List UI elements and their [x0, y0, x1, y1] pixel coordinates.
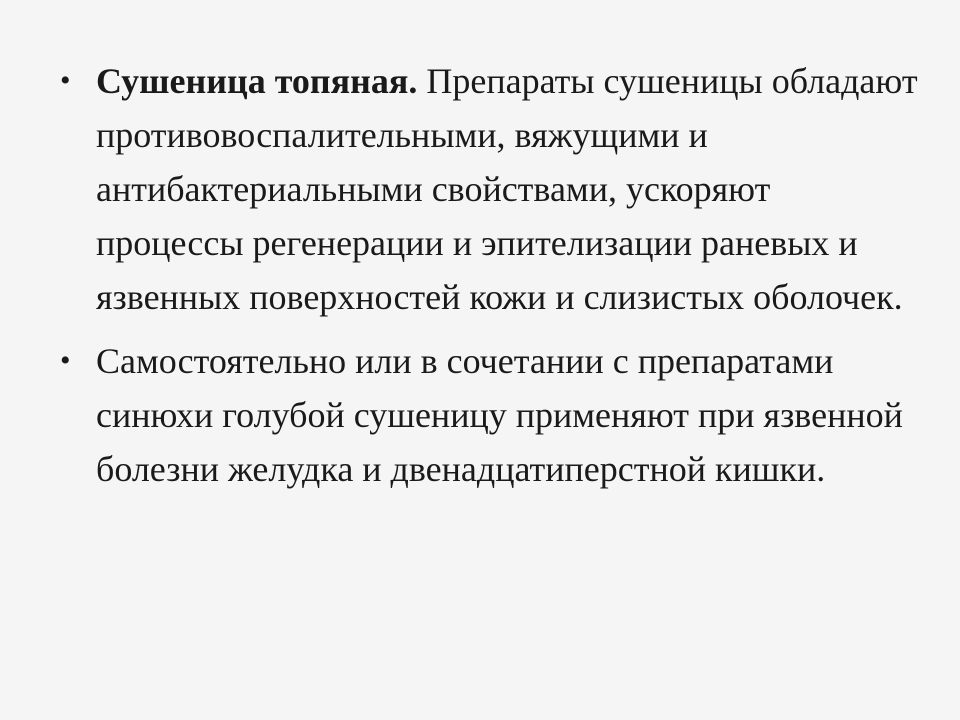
bullet-icon: • [60, 344, 71, 377]
bullet-item-cudweed-usage [60, 334, 920, 496]
bullet-text: Препараты сушеницы обладают противовоспалительными, вяжущими и антибактериальными свойствами, ускоряют процессы регенерации и эпителизации раневых и язвенных поверхностей кожи и слизистых оболочек. [96, 61, 918, 317]
bullet-icon: • [60, 64, 71, 97]
bullet-list [60, 54, 920, 506]
bullet-item-cudweed-properties [60, 54, 920, 324]
bullet-lead-term: Сушеница топяная. [96, 61, 418, 101]
bullet-text: Самостоятельно или в сочетании с препаратами синюхи голубой сушеницу применяют при язвенной болезни желудка и двенадцатиперстной кишки. [96, 341, 903, 489]
